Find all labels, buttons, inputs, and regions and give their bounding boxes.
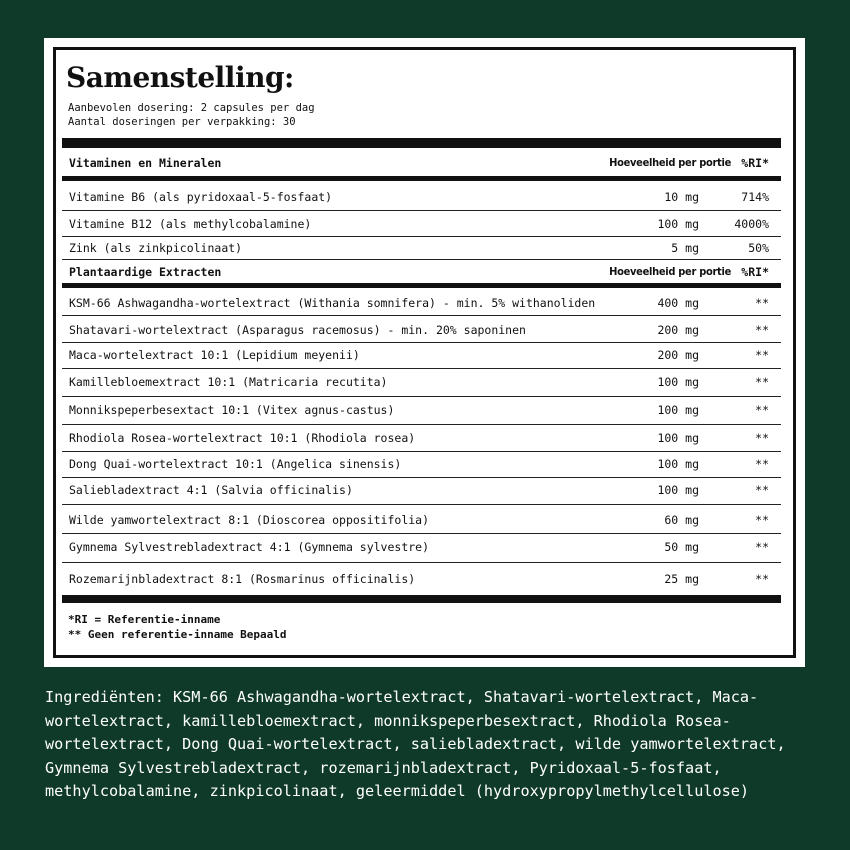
row-divider: [62, 368, 781, 369]
ri-header: %RI*: [741, 156, 769, 170]
ingredient-name: Maca-wortelextract 10:1 (Lepidium meyenii): [69, 348, 360, 362]
amount-header: Hoeveelheid per portie: [609, 265, 731, 278]
ingredient-amount: 60 mg: [664, 513, 699, 527]
ingredient-amount: 400 mg: [657, 296, 699, 310]
ingredient-ri: **: [755, 483, 769, 497]
ri-header: %RI*: [741, 265, 769, 279]
extracts-header: Plantaardige Extracten: [69, 265, 222, 279]
row-divider: [62, 477, 781, 478]
ingredient-ri: 714%: [741, 190, 769, 204]
table-row: [69, 296, 769, 312]
table-row: [69, 241, 769, 257]
divider-medium: [62, 283, 781, 288]
ingredient-ri: **: [755, 431, 769, 445]
no-ri-footnote: ** Geen referentie-inname Bepaald: [68, 628, 287, 641]
vitamins-header: Vitaminen en Mineralen: [69, 156, 222, 170]
ingredient-name: Vitamine B12 (als methylcobalamine): [69, 217, 312, 231]
ingredient-name: Wilde yamwortelextract 8:1 (Dioscorea oppositifolia): [69, 513, 430, 527]
supplement-facts-card: [44, 38, 805, 667]
ingredient-ri: 4000%: [734, 217, 769, 231]
ingredient-amount: 200 mg: [657, 348, 699, 362]
row-divider: [62, 533, 781, 534]
ingredient-amount: 100 mg: [657, 431, 699, 445]
table-row: [69, 217, 769, 233]
row-divider: [62, 396, 781, 397]
ingredient-amount: 200 mg: [657, 323, 699, 337]
table-row: [69, 403, 769, 419]
ingredient-name: Dong Quai-wortelextract 10:1 (Angelica sinensis): [69, 457, 402, 471]
ingredient-name: Saliebladextract 4:1 (Salvia officinalis): [69, 483, 353, 497]
ingredient-name: Vitamine B6 (als pyridoxaal-5-fosfaat): [69, 190, 333, 204]
table-row: [69, 375, 769, 391]
table-row: [69, 348, 769, 364]
ingredient-ri: **: [755, 572, 769, 586]
ingredient-ri: **: [755, 513, 769, 527]
ri-footnote: *RI = Referentie-inname: [68, 613, 221, 626]
ingredient-amount: 10 mg: [664, 190, 699, 204]
table-row: [69, 431, 769, 447]
ingredient-amount: 50 mg: [664, 540, 699, 554]
ingredient-name: Gymnema Sylvestrebladextract 4:1 (Gymnema sylvestre): [69, 540, 430, 554]
extracts-header-row: [69, 265, 769, 281]
divider-thick: [62, 138, 781, 148]
ingredient-amount: 100 mg: [657, 483, 699, 497]
ingredient-name: KSM-66 Ashwagandha-wortelextract (Withania somnifera) - min. 5% withanoliden: [69, 296, 596, 310]
vitamins-header-row: [69, 156, 769, 172]
ingredient-name: Shatavari-wortelextract (Asparagus racemosus) - min. 20% saponinen: [69, 323, 526, 337]
ingredient-name: Monnikspeperbesextact 10:1 (Vitex agnus-castus): [69, 403, 395, 417]
row-divider: [62, 424, 781, 425]
row-divider: [62, 504, 781, 505]
ingredient-amount: 5 mg: [671, 241, 699, 255]
row-divider: [62, 259, 781, 260]
dosage-line: Aanbevolen dosering: 2 capsules per dag: [68, 102, 315, 114]
table-row: [69, 513, 769, 529]
table-row: [69, 540, 769, 556]
servings-line: Aantal doseringen per verpakking: 30: [68, 116, 296, 128]
ingredient-ri: 50%: [748, 241, 769, 255]
row-divider: [62, 236, 781, 237]
ingredient-ri: **: [755, 375, 769, 389]
ingredient-name: Zink (als zinkpicolinaat): [69, 241, 243, 255]
ingredient-ri: **: [755, 403, 769, 417]
ingredient-amount: 100 mg: [657, 457, 699, 471]
divider-medium: [62, 176, 781, 181]
amount-header: Hoeveelheid per portie: [609, 156, 731, 169]
row-divider: [62, 315, 781, 316]
ingredient-ri: **: [755, 540, 769, 554]
ingredient-ri: **: [755, 296, 769, 310]
ingredient-amount: 100 mg: [657, 403, 699, 417]
ingredient-name: Rozemarijnbladextract 8:1 (Rosmarinus officinalis): [69, 572, 416, 586]
ingredient-amount: 100 mg: [657, 375, 699, 389]
ingredient-amount: 100 mg: [657, 217, 699, 231]
ingredients-text: Ingrediënten: KSM-66 Ashwagandha-wortelextract, Shatavari-wortelextract, Maca-wortelextract, kamillebloemextract, monnikspeperbesextract, Rhodiola Rosea-wortelextract, Dong Quai-wortelextract, saliebladextract, wilde yamwortelextract, Gymnema Sylvestrebladextract, rozemarijnbladextract, Pyridoxaal-5-fosfaat, methylcobalamine, zinkpicolinaat, geleermiddel (hydroxypropylmethylcellulose): [45, 688, 786, 800]
ingredient-ri: **: [755, 348, 769, 362]
ingredient-amount: 25 mg: [664, 572, 699, 586]
table-row: [69, 457, 769, 473]
ingredient-ri: **: [755, 457, 769, 471]
table-row: [69, 483, 769, 499]
ingredient-name: Rhodiola Rosea-wortelextract 10:1 (Rhodiola rosea): [69, 431, 416, 445]
row-divider: [62, 451, 781, 452]
ingredient-ri: **: [755, 323, 769, 337]
row-divider: [62, 342, 781, 343]
table-row: [69, 190, 769, 206]
table-row: [69, 323, 769, 339]
row-divider: [62, 562, 781, 563]
page-title: Samenstelling:: [66, 61, 294, 94]
table-row: [69, 572, 769, 588]
row-divider: [62, 210, 781, 211]
ingredient-name: Kamillebloemextract 10:1 (Matricaria recutita): [69, 375, 388, 389]
divider-thick: [62, 595, 781, 603]
